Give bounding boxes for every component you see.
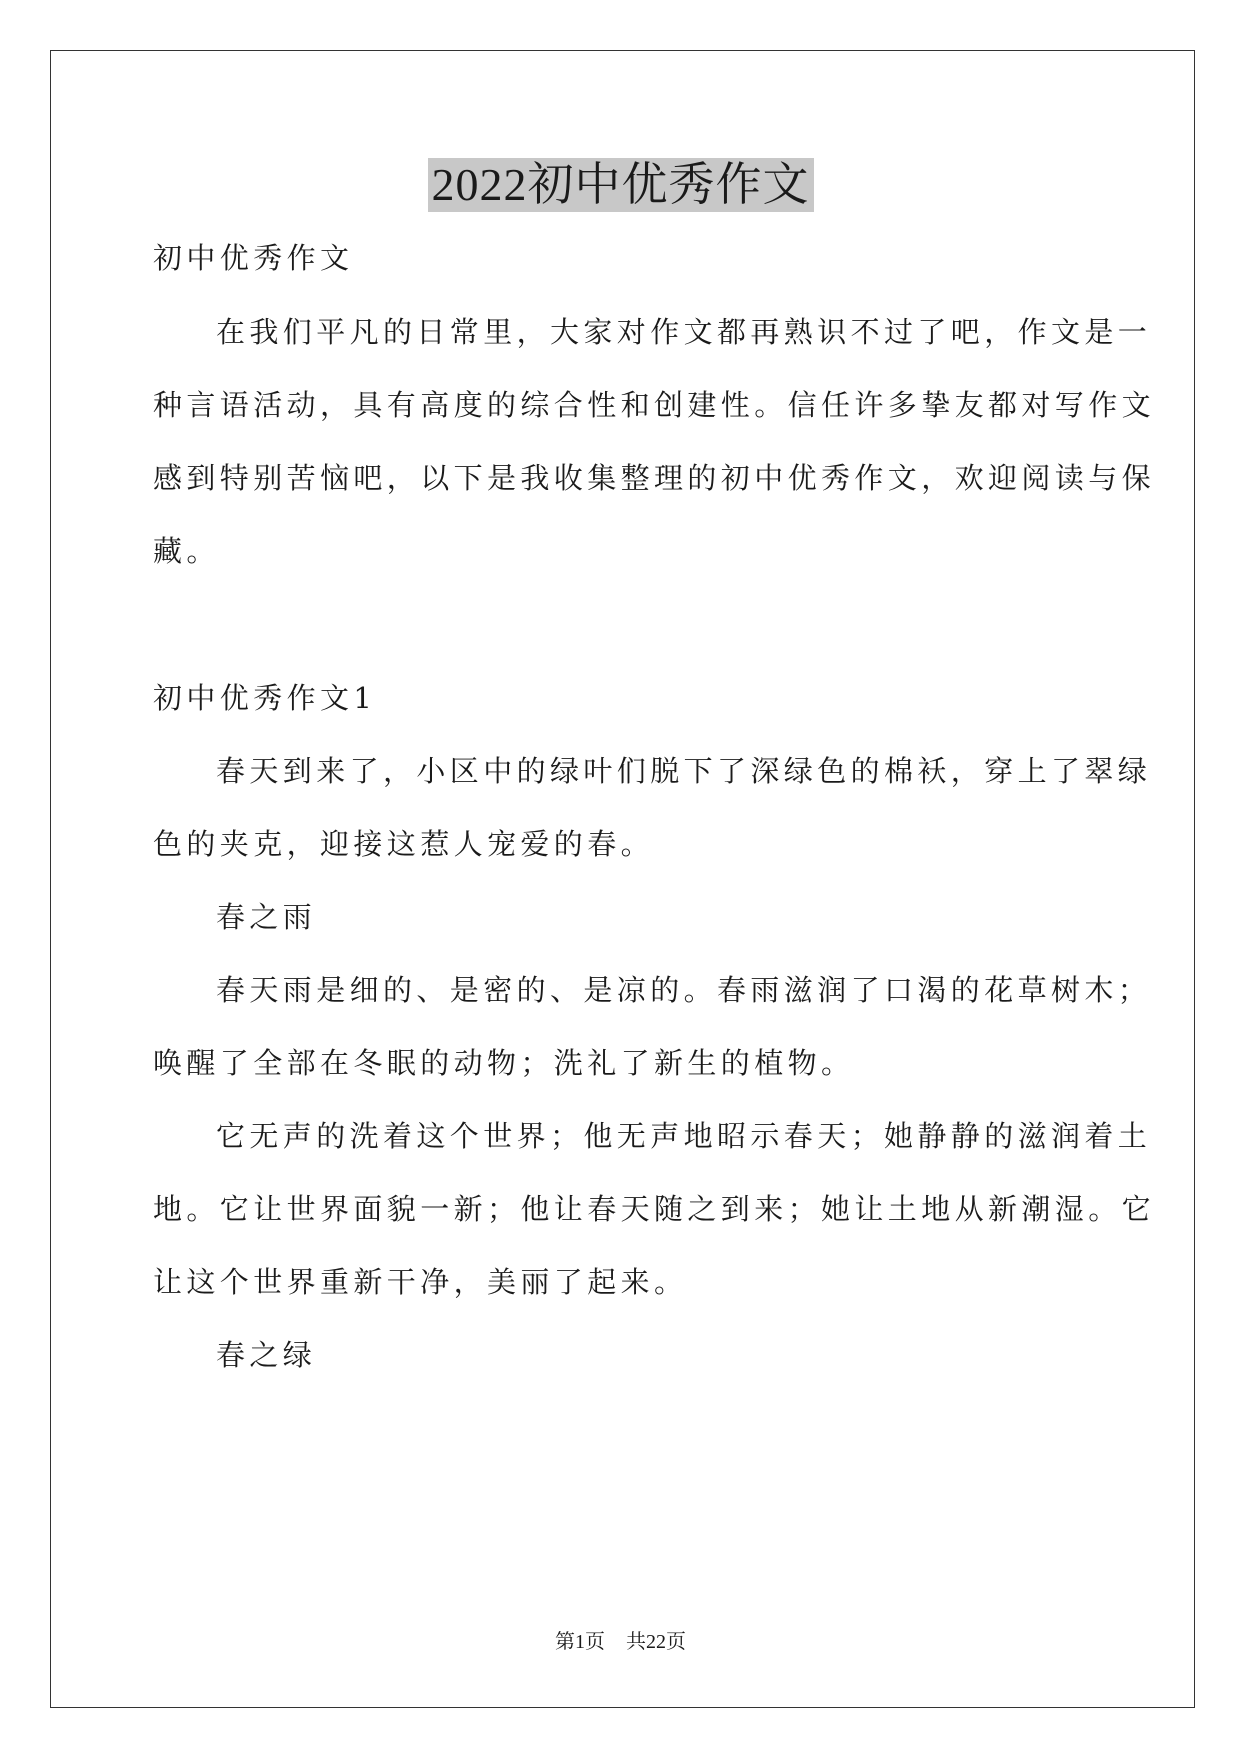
- subheading: 春之雨: [216, 900, 317, 934]
- paragraph-line: 在我们平凡的日常里，大家对作文都再熟识不过了吧，作文是一: [216, 315, 1152, 349]
- page-current: 第1页: [555, 1631, 605, 1653]
- paragraph-line: 春天雨是细的、是密的、是凉的。春雨滋润了口渴的花草树木；: [216, 973, 1152, 1007]
- section-heading: 初中优秀作文: [153, 241, 354, 275]
- page-footer: [0, 1630, 1241, 1654]
- paragraph-line: 藏。: [153, 534, 220, 568]
- paragraph-line: 色的夹克，迎接这惹人宠爱的春。: [153, 827, 655, 861]
- paragraph-line: 地。它让世界面貌一新；他让春天随之到来；她让土地从新潮湿。它: [153, 1192, 1156, 1226]
- section-heading: 初中优秀作文1: [153, 681, 377, 715]
- paragraph-line: 唤醒了全部在冬眠的动物；洗礼了新生的植物。: [153, 1046, 855, 1080]
- paragraph-line: 感到特别苦恼吧，以下是我收集整理的初中优秀作文，欢迎阅读与保: [153, 461, 1156, 495]
- title-container: [0, 158, 1241, 212]
- paragraph-line: 春天到来了，小区中的绿叶们脱下了深绿色的棉袄，穿上了翠绿: [216, 754, 1152, 788]
- page-border: [50, 50, 1195, 1708]
- paragraph-line: 它无声的洗着这个世界；他无声地昭示春天；她静静的滋润着土: [216, 1119, 1152, 1153]
- paragraph-line: 种言语活动，具有高度的综合性和创建性。信任许多挚友都对写作文: [153, 388, 1156, 422]
- subheading: 春之绿: [216, 1338, 317, 1372]
- paragraph-line: 让这个世界重新干净，美丽了起来。: [153, 1265, 688, 1299]
- document-title: 2022初中优秀作文: [428, 158, 814, 212]
- page-total: 共22页: [626, 1631, 686, 1653]
